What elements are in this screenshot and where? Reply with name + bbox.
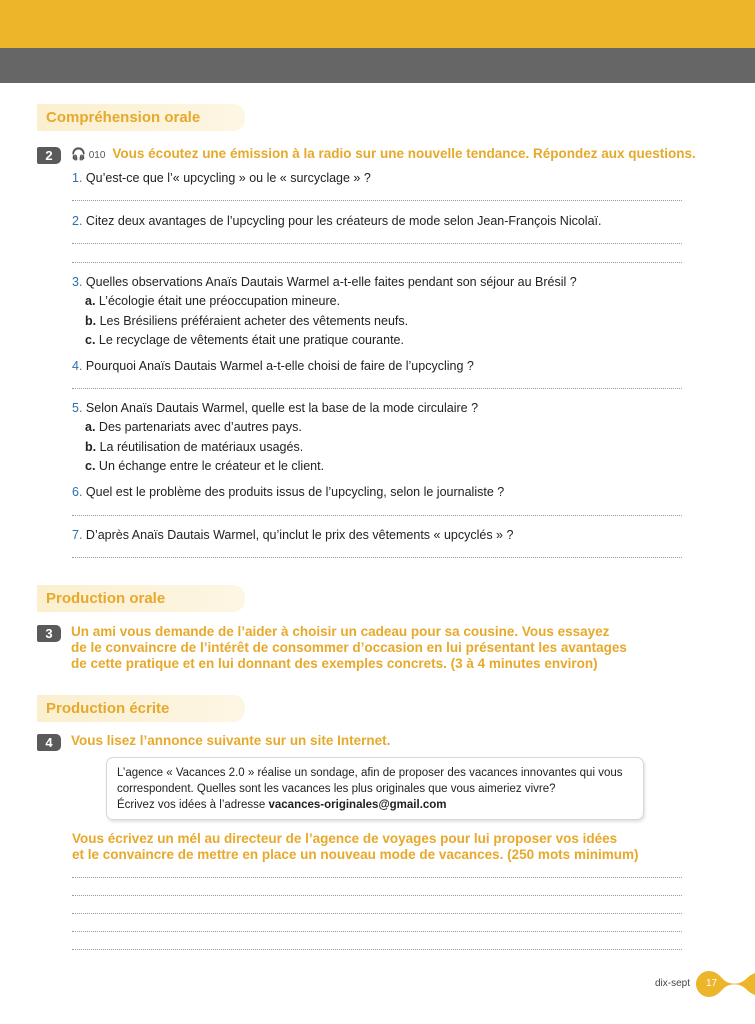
- question-number: 3.: [72, 275, 83, 289]
- option-text: La réutilisation de matériaux usagés.: [99, 440, 304, 454]
- headphones-icon: 🎧: [71, 147, 86, 161]
- audio-track-number: 010: [88, 150, 106, 161]
- question-text: Selon Anaïs Dautais Warmel, quelle est la base de la mode circulaire ?: [85, 401, 479, 415]
- option-text: Un échange entre le créateur et le client.: [98, 459, 325, 473]
- option-letter: c.: [85, 333, 96, 347]
- option-text: Des partenariats avec d’autres pays.: [98, 420, 302, 434]
- option-3c[interactable]: [85, 333, 404, 348]
- option-3a[interactable]: [85, 294, 340, 309]
- question-text: D’après Anaïs Dautais Warmel, qu’inclut le prix des vêtements « upcyclés » ?: [85, 528, 514, 542]
- ad-line: Écrivez vos idées à l’adresse: [117, 799, 266, 811]
- question-text: Quel est le problème des produits issus de l’upcycling, selon le journaliste ?: [85, 485, 505, 499]
- page-number: 17: [706, 978, 718, 989]
- answer-line[interactable]: [72, 388, 682, 389]
- question-5: [72, 401, 478, 416]
- question-text: Pourquoi Anaïs Dautais Warmel a-t-elle choisi de faire de l’upcycling ?: [85, 359, 474, 373]
- section-title-production-ecrite: Production écrite: [37, 695, 245, 722]
- option-letter: a.: [85, 294, 96, 308]
- question-3: [72, 275, 577, 290]
- answer-line[interactable]: [72, 262, 682, 263]
- option-5a[interactable]: [85, 420, 302, 435]
- question-6: [72, 485, 504, 500]
- question-7: [72, 528, 513, 543]
- question-4: [72, 359, 474, 374]
- header-yellow-band: [0, 0, 755, 48]
- exercise-number: 4: [37, 734, 61, 751]
- writing-line[interactable]: [72, 895, 682, 896]
- writing-task-line: et le convaincre de mettre en place un nouveau mode de vacances. (250 mots minimum): [72, 847, 639, 862]
- option-5c[interactable]: [85, 459, 324, 474]
- question-text: Citez deux avantages de l’upcycling pour les créateurs de mode selon Jean-François Nicolaï.: [85, 214, 602, 228]
- answer-line[interactable]: [72, 200, 682, 201]
- exercise-4-text: Vous lisez l’annonce suivante sur un site Internet.: [71, 733, 391, 748]
- exercise-instruction: [71, 624, 627, 672]
- question-number: 6.: [72, 485, 83, 499]
- option-letter: a.: [85, 420, 96, 434]
- ad-line: correspondent. Quelles sont les vacances les plus originales que vous aimeriez vivre?: [117, 783, 556, 795]
- question-number: 7.: [72, 528, 83, 542]
- page-badge-shape: [696, 971, 755, 997]
- section-title-production-orale: Production orale: [37, 585, 245, 612]
- exercise-3-line: de cette pratique et en lui donnant des exemples concrets. (3 à 4 minutes environ): [71, 656, 598, 671]
- option-3b[interactable]: [85, 314, 408, 329]
- ad-line-contact: [117, 797, 633, 813]
- option-5b[interactable]: [85, 440, 303, 455]
- exercise-3-line: Un ami vous demande de l’aider à choisir un cadeau pour sa cousine. Vous essayez: [71, 624, 610, 639]
- exercise-2-header: [37, 146, 696, 164]
- exercise-number: 3: [37, 625, 61, 642]
- question-number: 2.: [72, 214, 83, 228]
- exercise-2-text: Vous écoutez une émission à la radio sur une nouvelle tendance. Répondez aux questions.: [112, 146, 696, 161]
- option-text: L’écologie était une préoccupation mineure.: [98, 294, 341, 308]
- exercise-3-line: de le convaincre de l’intérêt de consommer d’occasion en lui présentant les avantages: [71, 640, 627, 655]
- writing-task-line: Vous écrivez un mél au directeur de l’agence de voyages pour lui proposer vos idées: [72, 831, 618, 846]
- ad-email[interactable]: vacances-originales@gmail.com: [268, 799, 447, 811]
- option-text: Les Brésiliens préféraient acheter des vêtements neufs.: [99, 314, 409, 328]
- writing-line[interactable]: [72, 949, 682, 950]
- question-number: 1.: [72, 171, 83, 185]
- question-number: 4.: [72, 359, 83, 373]
- question-1: [72, 171, 371, 186]
- ad-line: L’agence « Vacances 2.0 » réalise un sondage, afin de proposer des vacances innovantes qui vous: [117, 767, 623, 779]
- writing-line[interactable]: [72, 931, 682, 932]
- option-text: Le recyclage de vêtements était une pratique courante.: [98, 333, 404, 347]
- question-text: Qu’est-ce que l’« upcycling » ou le « surcyclage » ?: [85, 171, 371, 185]
- audio-track[interactable]: [71, 147, 106, 161]
- question-2: [72, 214, 601, 229]
- page-word: dix-sept: [655, 978, 691, 989]
- writing-line[interactable]: [72, 913, 682, 914]
- advertisement-box: [106, 757, 644, 820]
- exercise-instruction: [71, 146, 696, 164]
- section-title-comprehension: Compréhension orale: [37, 104, 245, 131]
- writing-line[interactable]: [72, 877, 682, 878]
- option-letter: b.: [85, 440, 97, 454]
- exercise-4-header: [37, 733, 390, 751]
- writing-task: [72, 831, 638, 863]
- option-letter: b.: [85, 314, 97, 328]
- answer-line[interactable]: [72, 557, 682, 558]
- question-number: 5.: [72, 401, 83, 415]
- answer-line[interactable]: [72, 243, 682, 244]
- exercise-3-header: [37, 624, 627, 672]
- header-gray-band: [0, 48, 755, 83]
- exercise-number: 2: [37, 147, 61, 164]
- question-text: Quelles observations Anaïs Dautais Warmel a-t-elle faites pendant son séjour au Brésil ?: [85, 275, 577, 289]
- option-letter: c.: [85, 459, 96, 473]
- answer-line[interactable]: [72, 515, 682, 516]
